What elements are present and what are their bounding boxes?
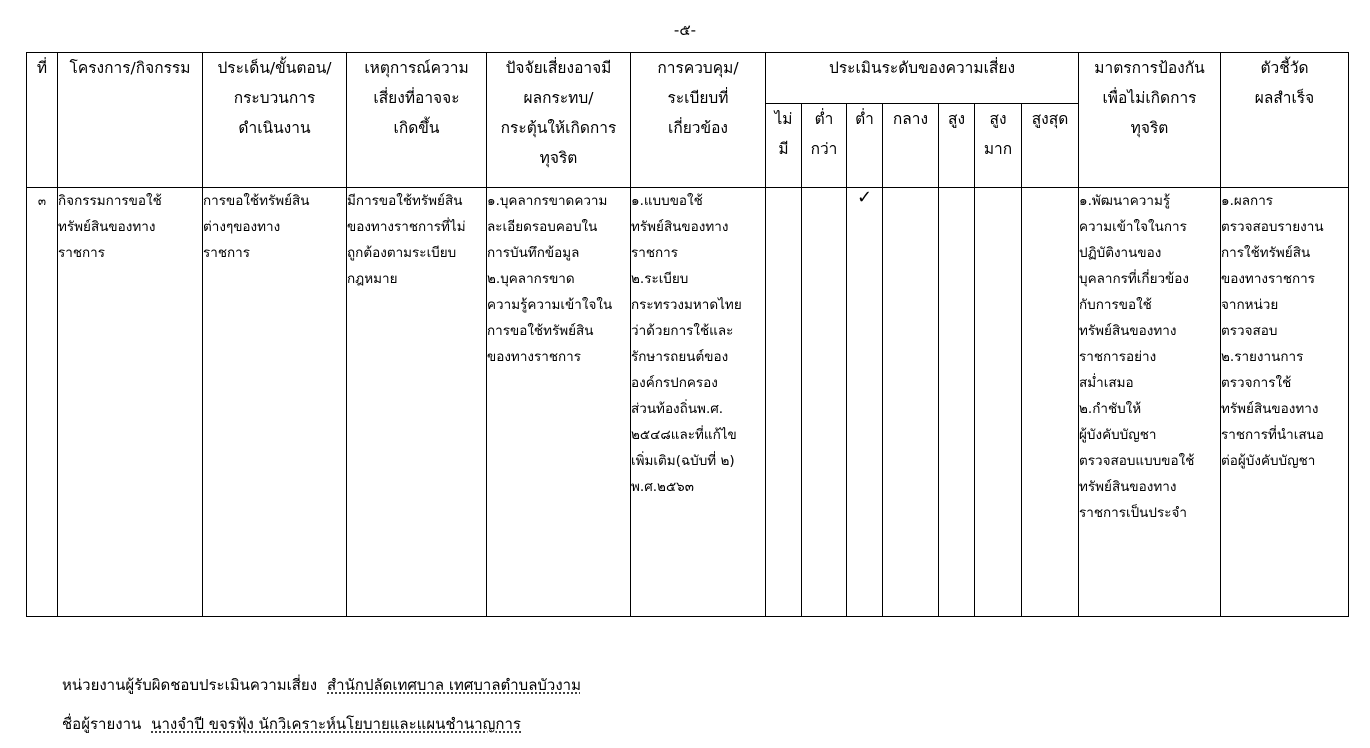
header-control: การควบคุม/ ระเบียบที่ เกี่ยวข้อง: [631, 53, 766, 188]
header-no: ที่: [27, 53, 58, 188]
table-row: [27, 188, 1349, 617]
reporter-value: นางจำปี ขจรฟุ้ง นักวิเคราะห์นโยบายและแผนชำนาญการ: [151, 715, 521, 733]
row-issue: การขอใช้ทรัพย์สิน ต่างๆของทาง ราชการ: [203, 188, 347, 617]
reporter-label: ชื่อผู้รายงาน: [62, 715, 142, 733]
mark-medium: [883, 188, 939, 617]
level-below-low: ต่ำ กว่า: [802, 104, 847, 188]
level-very-high: สูง มาก: [975, 104, 1022, 188]
level-medium: กลาง: [883, 104, 939, 188]
header-prevention: มาตรการป้องกัน เพื่อไม่เกิดการ ทุจริต: [1079, 53, 1221, 188]
row-factor: ๑.บุคลากรขาดความ ละเอียดรอบคอบใน การบันทึกข้อมูล ๒.บุคลากรขาด ความรู้ความเข้าใจใน การขอใช้ทรัพย์สิน ของทางราชการ: [487, 188, 631, 617]
responsible-unit-label: หน่วยงานผู้รับผิดชอบประเมินความเสี่ยง: [62, 676, 318, 694]
responsible-unit-value: สำนักปลัดเทศบาล เทศบาลตำบลบัวงาม: [327, 676, 581, 694]
row-no: ๓: [27, 188, 58, 617]
responsible-unit-line: [62, 673, 581, 697]
header-event: เหตุการณ์ความ เสี่ยงที่อาจจะ เกิดขึ้น: [347, 53, 487, 188]
level-low: ต่ำ: [847, 104, 883, 188]
reporter-line: [62, 712, 521, 736]
level-high: สูง: [939, 104, 975, 188]
mark-high: [939, 188, 975, 617]
risk-assessment-table: [26, 52, 1349, 617]
mark-highest: [1022, 188, 1079, 617]
checkmark-icon: ✓: [847, 188, 883, 617]
page-number: -๕-: [673, 21, 697, 39]
level-highest: สูงสุด: [1022, 104, 1079, 188]
header-factor: ปัจจัยเสี่ยงอาจมี ผลกระทบ/ กระตุ้นให้เกิดการ ทุจริต: [487, 53, 631, 188]
row-prevention: ๑.พัฒนาความรู้ ความเข้าใจในการ ปฏิบัติงานของ บุคลากรที่เกี่ยวข้อง กับการขอใช้ ทรัพย์สินของทาง ราชการอย่าง สม่ำเสมอ ๒.กำชับให้ ผู้บังคับบัญชา ตรวจสอบแบบขอใช้ ทรัพย์สินของทาง ราชการเป็นประจำ: [1079, 188, 1221, 617]
mark-very-high: [975, 188, 1022, 617]
mark-below-low: [802, 188, 847, 617]
level-none: ไม่ มี: [766, 104, 802, 188]
row-event: มีการขอใช้ทรัพย์สิน ของทางราชการที่ไม่ ถูกต้องตามระเบียบ กฎหมาย: [347, 188, 487, 617]
row-control: ๑.แบบขอใช้ ทรัพย์สินของทาง ราชการ ๒.ระเบียบ กระทรวงมหาดไทย ว่าด้วยการใช้และ รักษารถยนต์ของ องค์กรปกครอง ส่วนท้องถิ่นพ.ศ. ๒๕๔๘และที่แก้ไข เพิ่มเติม(ฉบับที่ ๒) พ.ศ.๒๕๖๓: [631, 188, 766, 617]
header-assessment: ประเมินระดับของความเสี่ยง: [766, 53, 1079, 104]
row-project: กิจกรรมการขอใช้ ทรัพย์สินของทาง ราชการ: [58, 188, 203, 617]
header-indicator: ตัวชี้วัด ผลสำเร็จ: [1221, 53, 1349, 188]
row-indicator: ๑.ผลการ ตรวจสอบรายงาน การใช้ทรัพย์สิน ของทางราชการ จากหน่วย ตรวจสอบ ๒.รายงานการ ตรวจการใช้ ทรัพย์สินของทาง ราชการที่นำเสนอ ต่อผู้บังคับบัญชา: [1221, 188, 1349, 617]
mark-none: [766, 188, 802, 617]
header-issue: ประเด็น/ขั้นตอน/ กระบวนการ ดำเนินงาน: [203, 53, 347, 188]
header-project: โครงการ/กิจกรรม: [58, 53, 203, 188]
